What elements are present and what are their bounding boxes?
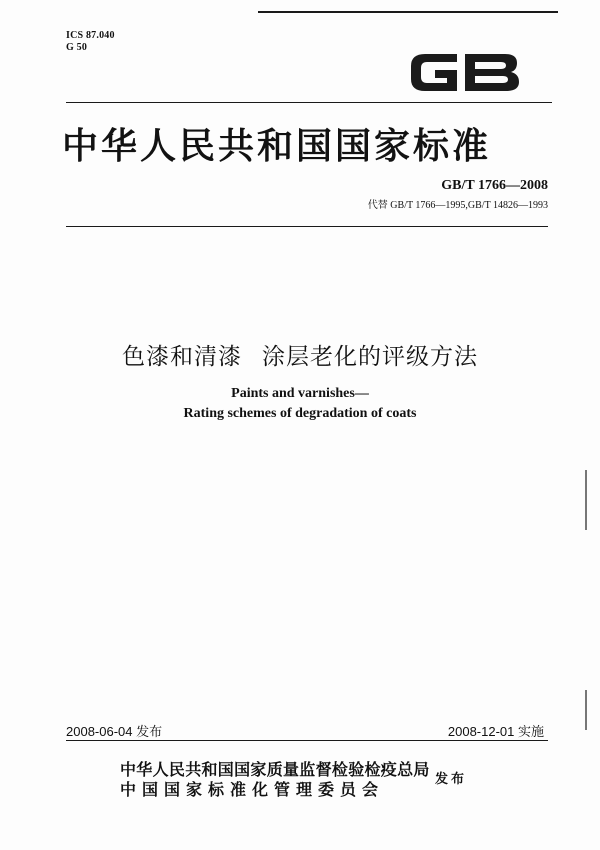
header-rule <box>66 102 552 103</box>
implementation-date: 2008-12-01 实施 <box>447 724 544 739</box>
gb-logo-text: GB <box>407 46 409 47</box>
issuer-aqsiq: 中华人民共和国国家质量监督检验检疫总局 <box>120 760 430 779</box>
classification-codes <box>66 30 115 54</box>
national-standard-title: 中华人民共和国国家标准 <box>62 125 492 167</box>
chinese-title-part1: 色漆和清漆 <box>122 344 242 370</box>
english-title-line2: Rating schemes of degradation of coats <box>183 406 417 421</box>
top-rule <box>258 11 558 13</box>
scan-edge-mark <box>585 470 587 530</box>
class-code: G 50 <box>66 42 88 53</box>
ics-code: ICS 87.040 <box>66 30 115 41</box>
standard-number: GB/T 1766—2008 <box>441 178 548 193</box>
issue-date: 2008-06-04 发布 <box>66 724 163 739</box>
publish-label: 发布 <box>435 772 468 787</box>
chinese-title <box>0 338 600 371</box>
section-rule <box>66 226 548 227</box>
issuer-sac: 中国国家标准化管理委员会 <box>120 780 385 799</box>
scan-edge-mark <box>585 690 587 730</box>
gb-logo <box>407 46 523 98</box>
footer-rule <box>66 740 548 741</box>
english-title-line1: Paints and varnishes— <box>231 386 369 401</box>
chinese-title-part2: 涂层老化的评级方法 <box>262 344 478 370</box>
replaces-note: 代替 GB/T 1766—1995,GB/T 14826—1993 <box>367 200 548 211</box>
